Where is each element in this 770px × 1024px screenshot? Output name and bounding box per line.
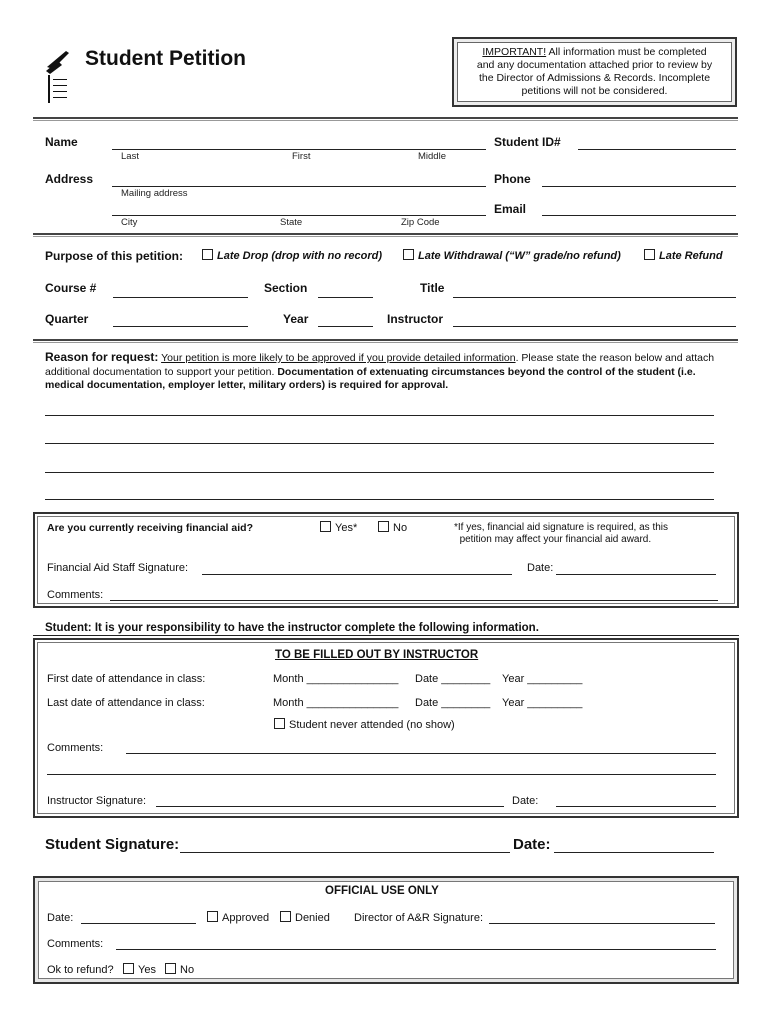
first-year-field[interactable]: Year _________ [502,673,583,685]
fa-signature-label: Financial Aid Staff Signature: [47,562,189,574]
never-attended-option[interactable] [274,718,455,731]
instructor-notice: Student: It is your responsibility to have the instructor complete the following information. [45,622,539,634]
notice-underline [33,635,739,636]
student-divider [33,233,738,237]
first-date-label: First date of attendance in class: [47,673,206,685]
refund-yes-label: Yes [138,964,156,976]
title-label: Title [420,281,445,295]
fa-note-1: *If yes, financial aid signature is required, as this [454,522,668,533]
reason-text-b: and attach additional documentation to support your petition. [45,352,715,378]
student-date-label: Date: [513,836,551,853]
important-notice [452,37,737,107]
fa-date-label: Date: [527,562,554,574]
purpose-label: Purpose of this petition: [45,249,183,263]
official-date-field[interactable] [81,923,196,924]
director-signature-label: Director of A&R Signature: [354,912,484,924]
course-divider [33,339,738,343]
section-label: Section [264,281,308,295]
financial-aid-question: Are you currently receiving financial aid? [47,522,253,534]
student-signature-label: Student Signature: [45,836,180,853]
late-refund-option[interactable] [644,249,723,262]
title-field[interactable] [453,297,736,298]
refund-no-checkbox[interactable] [165,963,176,974]
instructor-date-field[interactable] [556,806,716,807]
important-text-1: All information must be completed [548,46,707,58]
financial-aid-section [33,512,739,608]
denied-label: Denied [295,912,330,924]
mailing-address-field[interactable] [112,186,486,187]
instructor-label: Instructor [387,312,444,326]
student-id-field[interactable] [578,149,736,150]
first-label: First [292,151,311,162]
last-label: Last [121,151,139,162]
fa-comments-field[interactable] [110,600,718,601]
first-month-field[interactable]: Month _______________ [273,673,399,685]
approved-checkbox[interactable] [207,911,218,922]
reason-bold-1: Documentation of extenuating circumstances beyond the control [277,365,603,378]
page-title: Student Petition [85,47,246,70]
approved-label: Approved [222,912,270,924]
last-year-field[interactable]: Year _________ [502,697,583,709]
city-state-zip-field[interactable] [112,215,486,216]
important-text-4: petitions will not be considered. [521,85,668,97]
header-divider [33,117,738,121]
last-date-field[interactable]: Date ________ [415,697,491,709]
middle-label: Middle [418,151,446,162]
name-field[interactable] [112,149,486,150]
refund-yes-checkbox[interactable] [123,963,134,974]
quarter-field[interactable] [113,326,248,327]
refund-label: Ok to refund? [47,964,114,976]
important-text-3: the Director of Admissions & Records. Incomplete [478,72,711,84]
last-date-label: Last date of attendance in class: [47,697,205,709]
reason-underlined: Your petition is more likely to be approved if you provide detailed information [161,352,516,364]
instructor-signature-field[interactable] [156,806,504,807]
phone-field[interactable] [542,186,736,187]
instructor-comments-field-2[interactable] [47,774,716,775]
fa-yes-checkbox[interactable] [320,521,331,532]
late-drop-option[interactable] [202,249,382,262]
official-heading: OFFICIAL USE ONLY [325,885,439,897]
email-field[interactable] [542,215,736,216]
email-label: Email [494,202,527,216]
fa-date-field[interactable] [556,574,716,575]
important-text-2: and any documentation attached prior to review by [476,59,713,71]
year-field[interactable] [318,326,373,327]
reason-bold-2: of the student (i.e. medical documentation, employer letter, military orders) is required for approval. [45,365,696,391]
fa-note-2: petition may affect your financial aid award. [459,534,652,545]
reason-label: Reason for request: [45,350,159,364]
student-id-label: Student ID# [494,135,561,149]
late-drop-checkbox[interactable] [202,249,213,260]
course-label: Course # [45,281,97,295]
reason-text-a: . Please state the reason below [515,352,663,364]
fa-yes-label: Yes* [335,522,358,534]
instructor-date-label: Date: [512,795,539,807]
fa-signature-field[interactable] [202,574,512,575]
reason-line[interactable] [45,415,714,416]
address-label: Address [45,172,94,186]
course-field[interactable] [113,297,248,298]
director-signature-field[interactable] [489,923,715,924]
late-refund-checkbox[interactable] [644,249,655,260]
financial-aid-note [454,522,668,546]
refund-no-option[interactable] [165,963,194,976]
instructor-signature-label: Instructor Signature: [47,795,147,807]
fa-no-option[interactable] [378,521,407,534]
first-date-field[interactable]: Date ________ [415,673,491,685]
section-field[interactable] [318,297,373,298]
quarter-label: Quarter [45,312,89,326]
instructor-field[interactable] [453,326,736,327]
late-withdrawal-option[interactable] [403,249,621,262]
instructor-heading: TO BE FILLED OUT BY INSTRUCTOR [275,649,479,661]
late-withdrawal-label: Late Withdrawal (“W” grade/no refund) [418,250,621,262]
student-signature-field[interactable] [180,852,510,853]
refund-no-label: No [180,964,195,976]
official-comments-field[interactable] [116,949,716,950]
state-label: State [280,217,303,228]
name-label: Name [45,135,78,149]
last-month-field[interactable]: Month _______________ [273,697,399,709]
reason-instructions [45,351,735,393]
college-logo [44,47,72,105]
reason-line[interactable] [45,499,714,500]
fa-yes-option[interactable] [320,521,357,534]
reason-line[interactable] [45,472,714,473]
official-use-section [33,876,739,984]
never-attended-checkbox[interactable] [274,718,285,729]
instructor-section [33,638,739,818]
important-label: IMPORTANT! [482,46,547,58]
city-label: City [121,217,138,228]
fa-comments-label: Comments: [47,589,104,601]
refund-yes-option[interactable] [123,963,156,976]
denied-option[interactable] [280,911,330,924]
fa-no-checkbox[interactable] [378,521,389,532]
late-refund-label: Late Refund [659,250,723,262]
instructor-comments-field[interactable] [126,753,716,754]
mailing-label: Mailing address [121,188,188,199]
late-drop-label: Late Drop (drop with no record) [217,250,382,262]
phone-label: Phone [494,172,531,186]
reason-line[interactable] [45,443,714,444]
zip-label: Zip Code [401,217,440,228]
instructor-comments-label: Comments: [47,742,104,754]
approved-option[interactable] [207,911,269,924]
official-comments-label: Comments: [47,938,104,950]
late-withdrawal-checkbox[interactable] [403,249,414,260]
official-date-label: Date: [47,912,74,924]
year-label: Year [283,312,309,326]
never-attended-label: Student never attended (no show) [289,719,455,731]
fa-no-label: No [393,522,408,534]
student-date-field[interactable] [554,852,714,853]
denied-checkbox[interactable] [280,911,291,922]
